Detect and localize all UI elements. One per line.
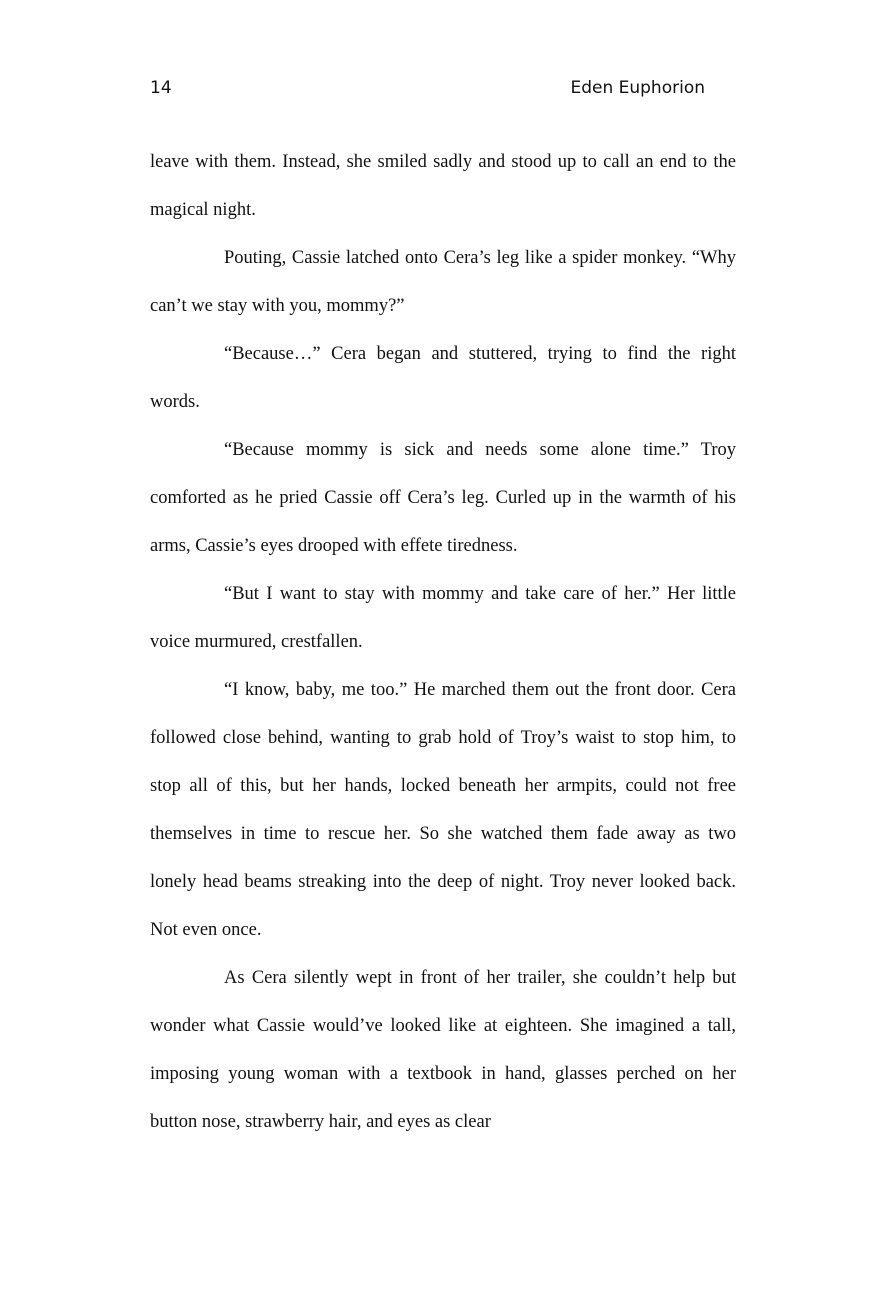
- page-header: [150, 78, 705, 102]
- paragraph-continued: leave with them. Instead, she smiled sadly and stood up to call an end to the magical night.: [150, 152, 736, 220]
- running-title: Eden Euphorion: [570, 78, 705, 98]
- paragraph: “I know, baby, me too.” He marched them out the front door. Cera followed close behind, wanting to grab hold of Troy’s waist to stop him, to stop all of this, but her hands, locked beneath her armpits, could not free themselves in time to rescue her. So she watched them fade away as two lonely head beams streaking into the deep of night. Troy never looked back. Not even once.: [150, 680, 736, 940]
- body-text: [150, 138, 736, 1146]
- paragraph: Pouting, Cassie latched onto Cera’s leg like a spider monkey. “Why can’t we stay with you, mommy?”: [150, 248, 736, 316]
- paragraph: “Because…” Cera began and stuttered, trying to find the right words.: [150, 344, 736, 412]
- paragraph: “Because mommy is sick and needs some alone time.” Troy comforted as he pried Cassie off Cera’s leg. Curled up in the warmth of his arms, Cassie’s eyes drooped with effete tiredness.: [150, 440, 736, 556]
- paragraph-last: As Cera silently wept in front of her trailer, she couldn’t help but wonder what Cassie would’ve looked like at eighteen. She imagined a tall, imposing young woman with a textbook in hand, glasses perched on her button nose, strawberry hair, and eyes as clear: [150, 968, 736, 1132]
- paragraph: “But I want to stay with mommy and take care of her.” Her little voice murmured, crestfallen.: [150, 584, 736, 652]
- page-number: 14: [150, 78, 172, 98]
